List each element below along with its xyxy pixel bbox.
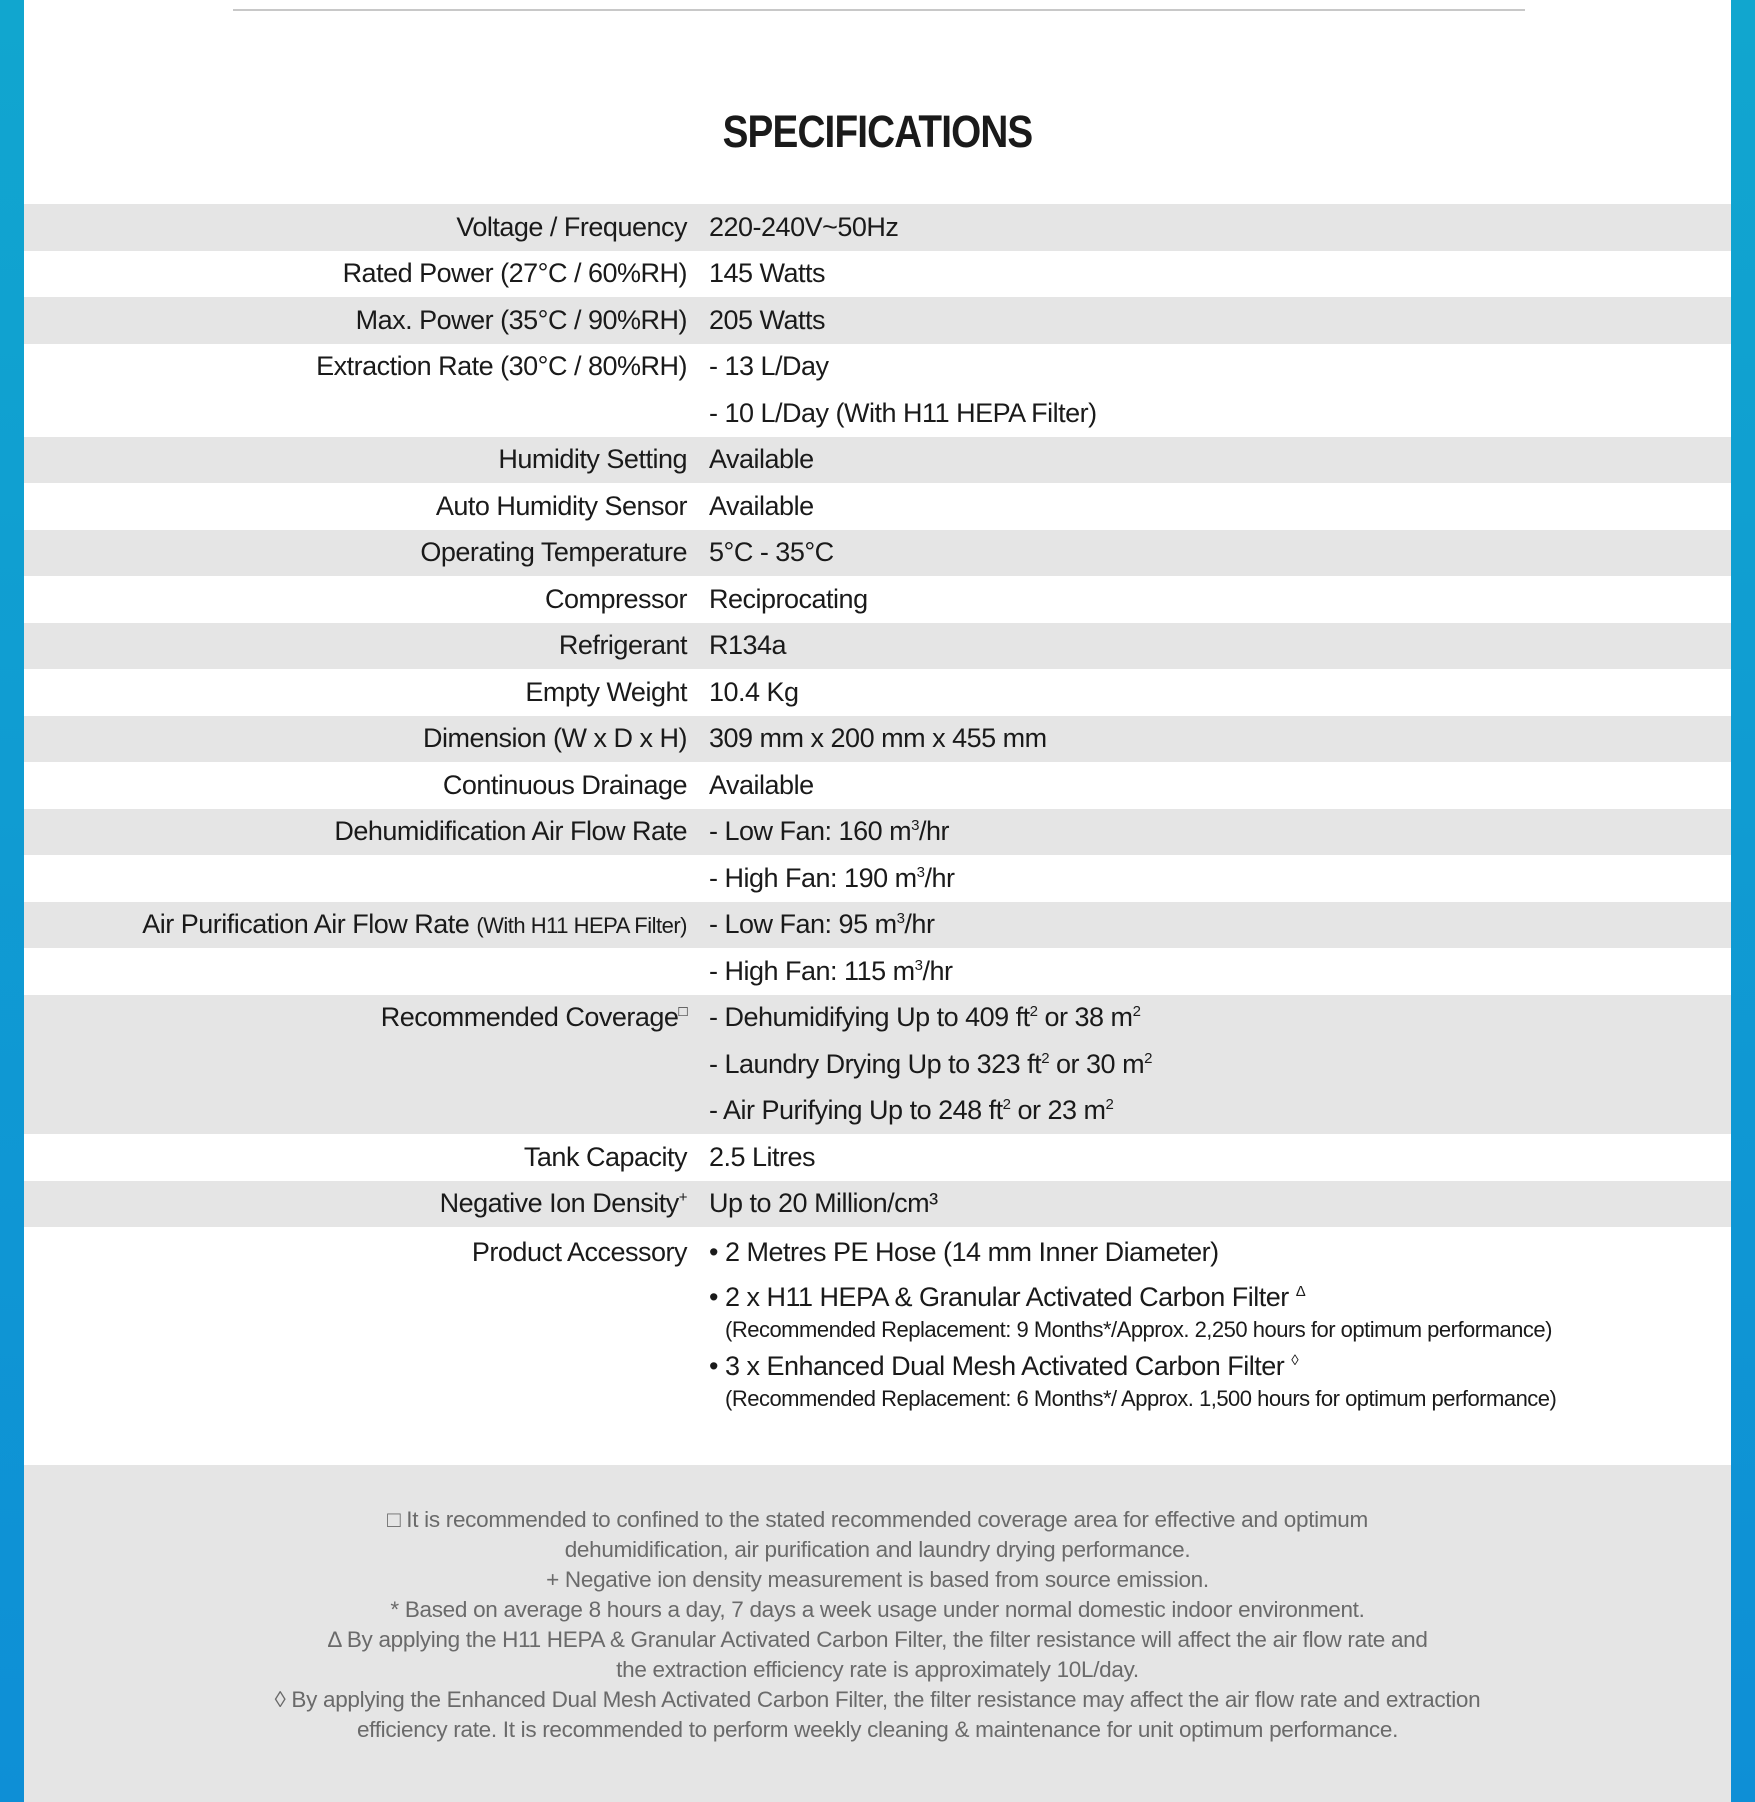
spec-value: Available bbox=[709, 490, 814, 521]
footnote-line: the extraction efficiency rate is approximately 10L/day. bbox=[616, 1657, 1139, 1682]
spec-label: Continuous Drainage bbox=[442, 769, 687, 800]
spec-row bbox=[24, 1134, 1731, 1181]
spec-value: - 10 L/Day (With H11 HEPA Filter) bbox=[709, 397, 1097, 428]
spec-label: Rated Power (27°C / 60%RH) bbox=[342, 258, 687, 289]
spec-row bbox=[24, 716, 1731, 763]
spec-row bbox=[24, 251, 1731, 298]
spec-value: - Laundry Drying Up to 323 $ft^2$ or 30 $m^2$ bbox=[709, 1048, 1152, 1079]
left-accent-bar bbox=[0, 0, 24, 1802]
spec-row-continued bbox=[24, 1088, 1731, 1135]
footnote-line: ◊ By applying the Enhanced Dual Mesh Activated Carbon Filter, the filter resistance may affect the air flow rate and extraction bbox=[274, 1687, 1481, 1712]
spec-row bbox=[24, 1181, 1731, 1228]
spec-value: - High Fan: 115 $m^3/hr$ bbox=[709, 955, 953, 986]
spec-row-continued bbox=[24, 390, 1731, 437]
accessory-item: • 2 x H11 HEPA & Granular Activated Carbon Filter $^\Delta$ bbox=[709, 1282, 1306, 1312]
spec-value: - Dehumidifying Up to 409 $ft^2$ or 38 $m^2$ bbox=[709, 1002, 1141, 1033]
spec-row-continued bbox=[24, 855, 1731, 902]
spec-label: Voltage / Frequency bbox=[456, 211, 687, 242]
footnote-line: □ It is recommended to confined to the stated recommended coverage area for effective and optimum bbox=[387, 1507, 1368, 1532]
spec-label: Air Purification Air Flow Rate (With H11 HEPA Filter) bbox=[142, 909, 687, 940]
spec-value: - Low Fan: 95 $m^3/hr$ bbox=[709, 909, 935, 940]
spec-label: Dehumidification Air Flow Rate bbox=[334, 816, 687, 847]
spec-label: Dimension (W x D x H) bbox=[422, 723, 687, 754]
spec-value: Up to 20 Million/cm³ bbox=[709, 1188, 938, 1219]
spec-row bbox=[24, 809, 1731, 856]
accessory-note: (Recommended Replacement: 9 Months*/Approx. 2,250 hours for optimum performance) bbox=[725, 1317, 1552, 1342]
spec-label: Recommended Coverage□ bbox=[380, 1002, 687, 1033]
spec-row bbox=[24, 902, 1731, 949]
spec-row bbox=[24, 623, 1731, 670]
accessory-item: • 3 x Enhanced Dual Mesh Activated Carbon Filter ◊ bbox=[709, 1351, 1299, 1381]
spec-label: Refrigerant bbox=[558, 630, 687, 661]
spec-value: 309 mm x 200 mm x 455 mm bbox=[709, 723, 1047, 754]
spec-value: - 13 L/Day bbox=[709, 351, 829, 382]
accessory-item: • 2 Metres PE Hose (14 mm Inner Diameter) bbox=[709, 1237, 1219, 1267]
spec-label: Tank Capacity bbox=[523, 1141, 687, 1172]
spec-row bbox=[24, 1227, 1731, 1420]
spec-row bbox=[24, 762, 1731, 809]
spec-value: R134a bbox=[709, 630, 787, 661]
spec-value: 10.4 Kg bbox=[709, 676, 799, 707]
footnote-line: efficiency rate. It is recommended to perform weekly cleaning & maintenance for unit optimum performance. bbox=[356, 1717, 1399, 1742]
spec-row bbox=[24, 204, 1731, 251]
spec-value: - Air Purifying Up to 248 $ft^2$ or 23 $m^2$ bbox=[709, 1095, 1114, 1126]
footnote-line: + Negative ion density measurement is based from source emission. bbox=[546, 1567, 1209, 1592]
spec-row bbox=[24, 995, 1731, 1042]
footnote-line: dehumidification, air purification and laundry drying performance. bbox=[564, 1537, 1191, 1562]
spec-row bbox=[24, 297, 1731, 344]
spec-value: - Low Fan: 160 $m^3/hr$ bbox=[709, 816, 949, 847]
spec-value: 5°C - 35°C bbox=[709, 537, 834, 568]
spec-label: Auto Humidity Sensor bbox=[435, 490, 687, 521]
spec-value: Available bbox=[709, 769, 814, 800]
spec-value: - High Fan: 190 $m^3/hr$ bbox=[709, 862, 955, 893]
footnotes bbox=[24, 1505, 1731, 1745]
spec-row bbox=[24, 669, 1731, 716]
spec-value: 145 Watts bbox=[709, 258, 826, 289]
spec-label: Empty Weight bbox=[525, 676, 687, 707]
spec-value: 220-240V~50Hz bbox=[709, 211, 899, 242]
specs-table bbox=[24, 204, 1731, 1420]
spec-label: Product Accessory bbox=[471, 1237, 687, 1267]
spec-row-continued bbox=[24, 1041, 1731, 1088]
spec-row-continued bbox=[24, 948, 1731, 995]
footnote-line: Δ By applying the H11 HEPA & Granular Activated Carbon Filter, the filter resistance will affect the air flow rate and bbox=[327, 1627, 1428, 1652]
spec-row bbox=[24, 344, 1731, 391]
spec-value: Reciprocating bbox=[709, 583, 868, 614]
footnote-line: * Based on average 8 hours a day, 7 days a week usage under normal domestic indoor environment. bbox=[390, 1597, 1365, 1622]
spec-label: Compressor bbox=[544, 583, 687, 614]
spec-value: 2.5 Litres bbox=[709, 1141, 816, 1172]
spec-row bbox=[24, 483, 1731, 530]
page-title: SPECIFICATIONS bbox=[722, 106, 1033, 157]
spec-label: Humidity Setting bbox=[498, 444, 687, 475]
spec-label: Negative Ion Density+ bbox=[439, 1188, 687, 1219]
spec-value: 205 Watts bbox=[709, 304, 826, 335]
spec-label: Max. Power (35°C / 90%RH) bbox=[355, 304, 687, 335]
spec-label: Extraction Rate (30°C / 80%RH) bbox=[316, 351, 687, 382]
spec-value bbox=[709, 1233, 1731, 1420]
accessory-note: (Recommended Replacement: 6 Months*/ Approx. 1,500 hours for optimum performance) bbox=[725, 1386, 1557, 1411]
spec-value: Available bbox=[709, 444, 814, 475]
spec-row bbox=[24, 530, 1731, 577]
footnotes-panel bbox=[24, 1465, 1731, 1802]
right-accent-bar bbox=[1731, 0, 1755, 1802]
spec-row bbox=[24, 437, 1731, 484]
spec-label: Operating Temperature bbox=[420, 537, 687, 568]
spec-row bbox=[24, 576, 1731, 623]
top-divider bbox=[233, 9, 1525, 11]
